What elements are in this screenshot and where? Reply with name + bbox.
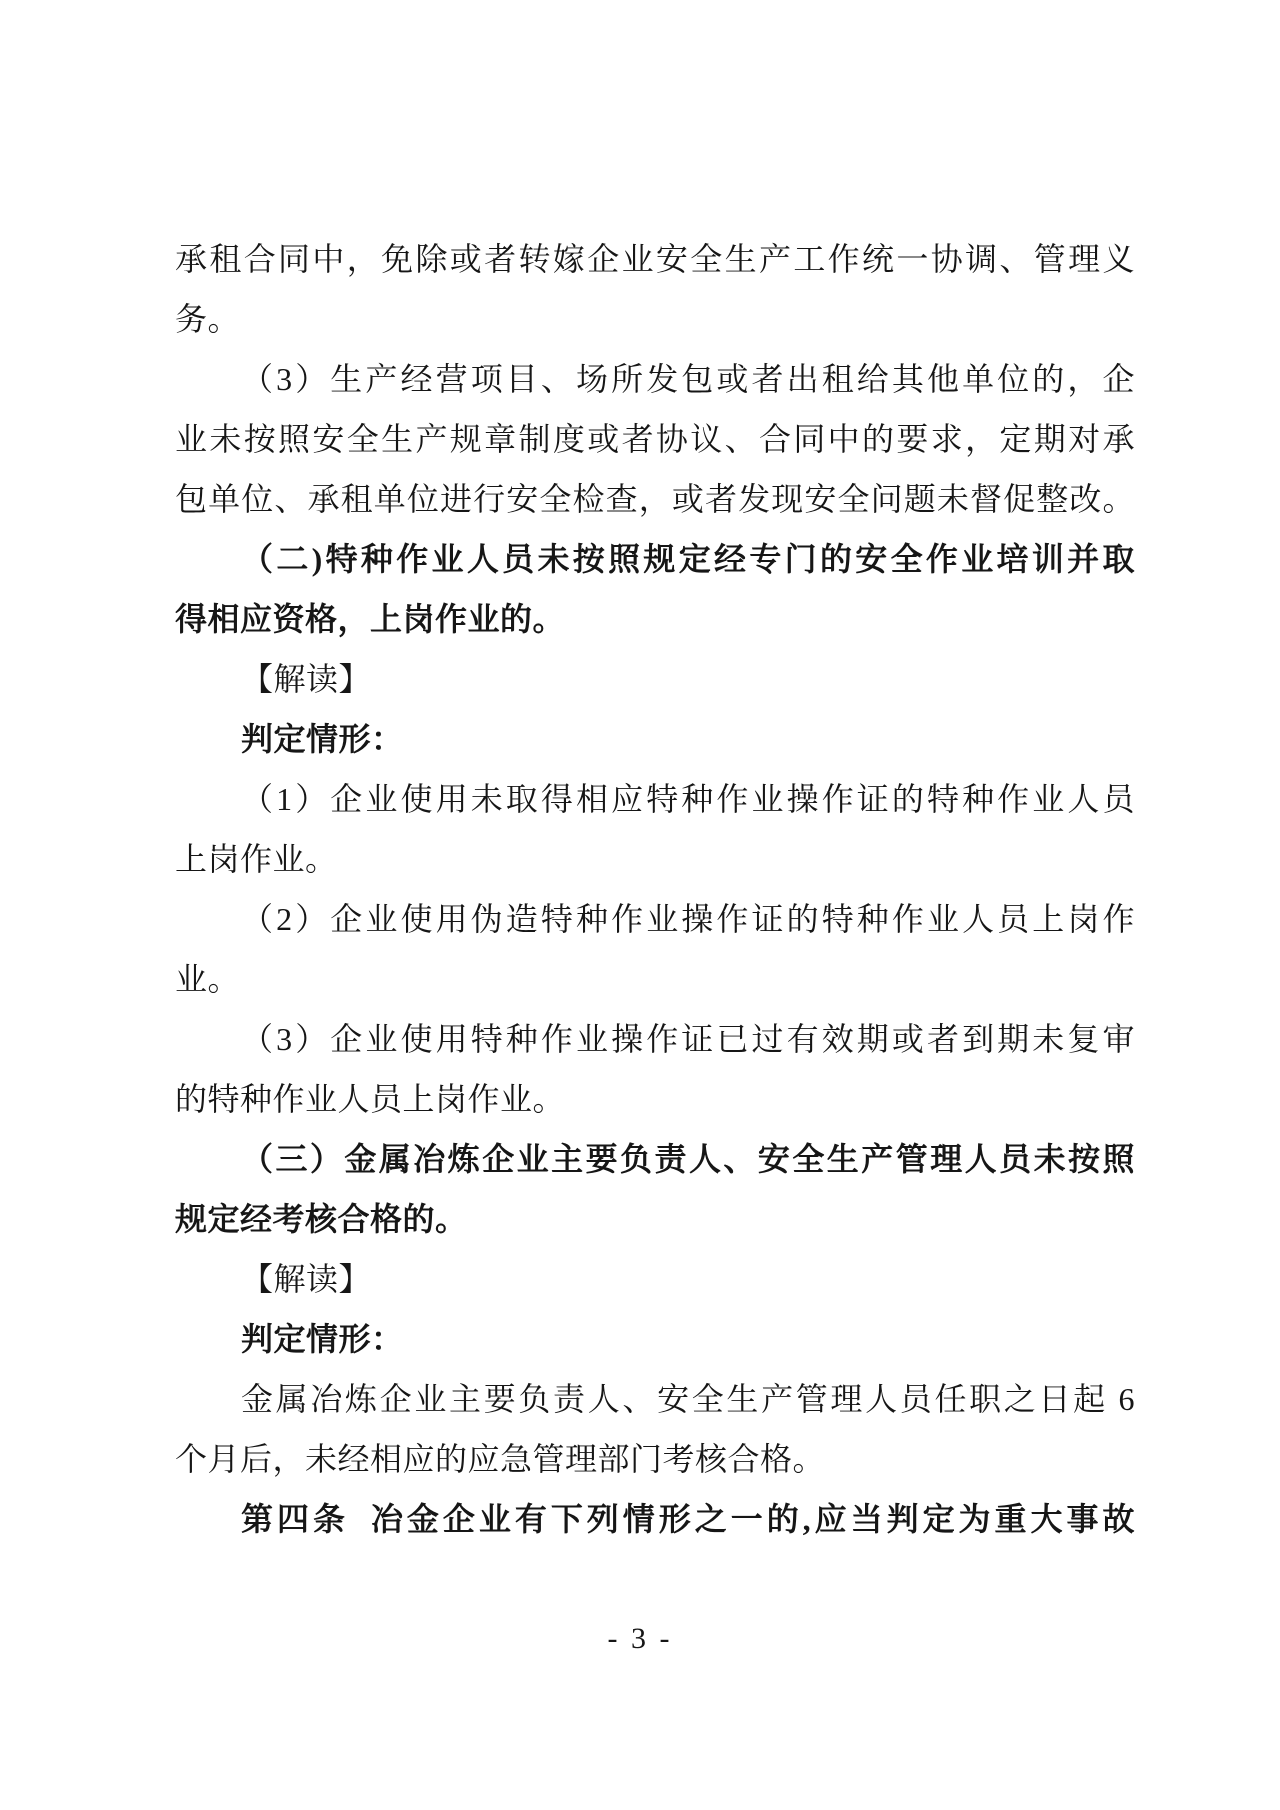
text-line: 业未按照安全生产规章制度或者协议、合同中的要求，定期对承 [175,421,1135,457]
article-4-line [175,1489,1135,1549]
item-1-line: 上岗作业。 [175,841,338,877]
text-line: 金属冶炼企业主要负责人、安全生产管理人员任职之日起 6 [241,1381,1135,1417]
item-2-line: （2）企业使用伪造特种作业操作证的特种作业人员上岗作 [241,901,1135,937]
text-line: 承租合同中，免除或者转嫁企业安全生产工作统一协调、管理义 [175,241,1135,277]
section-ii-heading-line: （二)特种作业人员未按照规定经专门的安全作业培训并取 [241,541,1135,577]
item-2-line: 业。 [175,961,241,997]
document-body [175,229,1135,1549]
page-number: - 3 - [607,1622,673,1655]
item-3-line: （3）企业使用特种作业操作证已过有效期或者到期未复审 [241,1021,1135,1057]
section-iii-heading-line: 规定经考核合格的。 [175,1201,468,1237]
item-3-line: 的特种作业人员上岗作业。 [175,1081,566,1117]
jiedu-label: 【解读】 [241,661,372,697]
article-4-text: 冶金企业有下列情形之一的,应当判定为重大事故 [370,1501,1135,1537]
item-1-line: （1）企业使用未取得相应特种作业操作证的特种作业人员 [241,781,1135,817]
text-line: 个月后，未经相应的应急管理部门考核合格。 [175,1441,826,1477]
text-line: （3）生产经营项目、场所发包或者出租给其他单位的，企 [241,361,1135,397]
section-iii-heading-line: （三）金属冶炼企业主要负责人、安全生产管理人员未按照 [241,1141,1135,1177]
jiedu-label: 【解读】 [241,1261,372,1297]
judgment-heading: 判定情形： [241,1321,404,1357]
judgment-heading: 判定情形： [241,721,404,757]
article-4-label: 第四条 [241,1501,349,1537]
text-line: 务。 [175,301,241,337]
section-ii-heading-line: 得相应资格，上岗作业的。 [175,601,566,637]
text-line: 包单位、承租单位进行安全检查，或者发现安全问题未督促整改。 [175,481,1135,517]
